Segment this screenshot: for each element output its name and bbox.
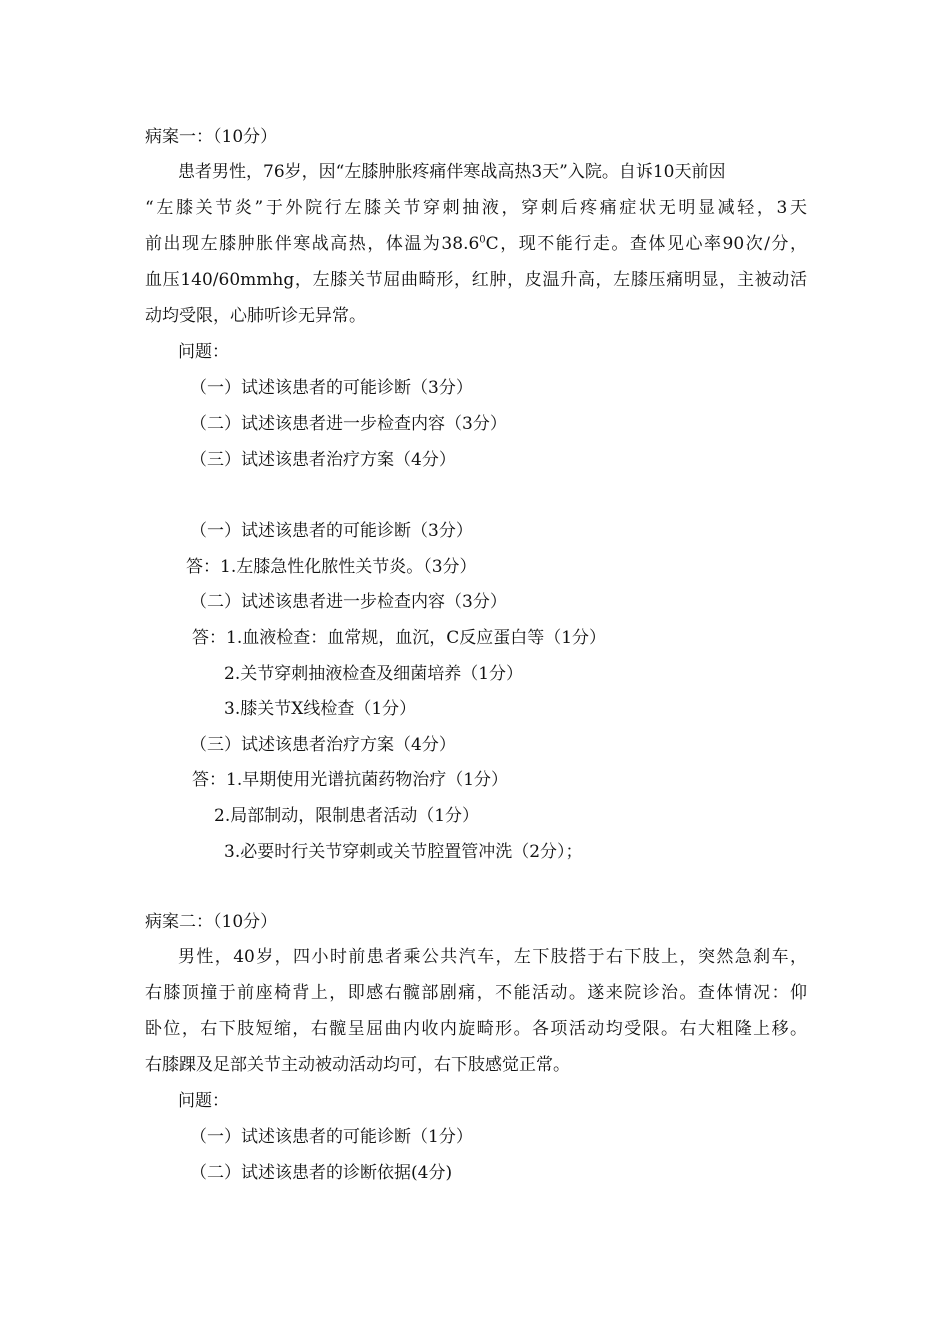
case2-question-1: （一）试述该患者的可能诊断（1分）: [190, 1127, 473, 1147]
case1-para-line5: 动均受限，心肺听诊无异常。: [145, 306, 366, 326]
case1-answer-heading-3: （三）试述该患者治疗方案（4分）: [190, 735, 456, 755]
case1-answer-heading-1: （一）试述该患者的可能诊断（3分）: [190, 521, 473, 541]
case1-para-line4: 血压140/60mmhg，左膝关节屈曲畸形，红肿，皮温升高，左膝压痛明显，主被动活: [145, 270, 807, 290]
degree-superscript: 0: [479, 234, 486, 246]
case1-title: 病案一：（10分）: [145, 127, 278, 147]
case1-answer-2-item2: 2.关节穿刺抽液检查及细菌培养（1分）: [224, 664, 524, 684]
case1-answer-1: 答：1.左膝急性化脓性关节炎。（3分）: [186, 557, 477, 577]
case2-para-line3: 卧位，右下肢短缩，右髋呈屈曲内收内旋畸形。各项活动均受限。右大粗隆上移。: [145, 1019, 807, 1039]
case1-answer-3-item1: 答：1.早期使用光谱抗菌药物治疗（1分）: [192, 770, 509, 790]
case1-answer-2-item1: 答：1.血液检查：血常规，血沉，C反应蛋白等（1分）: [192, 628, 607, 648]
case1-question-3: （三）试述该患者治疗方案（4分）: [190, 450, 456, 470]
case2-para-line1: 男性，40岁，四小时前患者乘公共汽车，左下肢搭于右下肢上，突然急刹车，: [178, 947, 807, 967]
case1-answer-3-item3: 3.必要时行关节穿刺或关节腔置管冲洗（2分）；: [224, 842, 583, 862]
case1-answer-heading-2: （二）试述该患者进一步检查内容（3分）: [190, 592, 507, 612]
case1-para-line2: “左膝关节炎”于外院行左膝关节穿刺抽液，穿刺后疼痛症状无明显减轻，3天: [145, 198, 807, 218]
case1-question-2: （二）试述该患者进一步检查内容（3分）: [190, 414, 507, 434]
case1-para-line1: 患者男性，76岁，因“左膝肿胀疼痛伴寒战高热3天”入院。自诉10天前因: [178, 162, 726, 182]
case2-para-line4: 右膝踝及足部关节主动被动活动均可，右下肢感觉正常。: [145, 1055, 570, 1075]
case1-answer-3-item2: 2.局部制动，限制患者活动（1分）: [214, 806, 480, 826]
case2-title: 病案二：（10分）: [145, 912, 278, 932]
case1-question-1: （一）试述该患者的可能诊断（3分）: [190, 378, 473, 398]
case2-question-label: 问题：: [178, 1091, 229, 1111]
case1-para-line3: 前出现左膝肿胀伴寒战高热，体温为38.6$^0$C，现不能行走。查体见心率90次/分，: [145, 234, 807, 254]
case2-question-2: （二）试述该患者的诊断依据(4分): [190, 1163, 453, 1183]
case2-para-line2: 右膝顶撞于前座椅背上，即感右髋部剧痛，不能活动。遂来院诊治。查体情况：仰: [145, 983, 807, 1003]
case1-answer-2-item3: 3.膝关节X线检查（1分）: [224, 699, 417, 719]
case1-question-label: 问题：: [178, 342, 229, 362]
